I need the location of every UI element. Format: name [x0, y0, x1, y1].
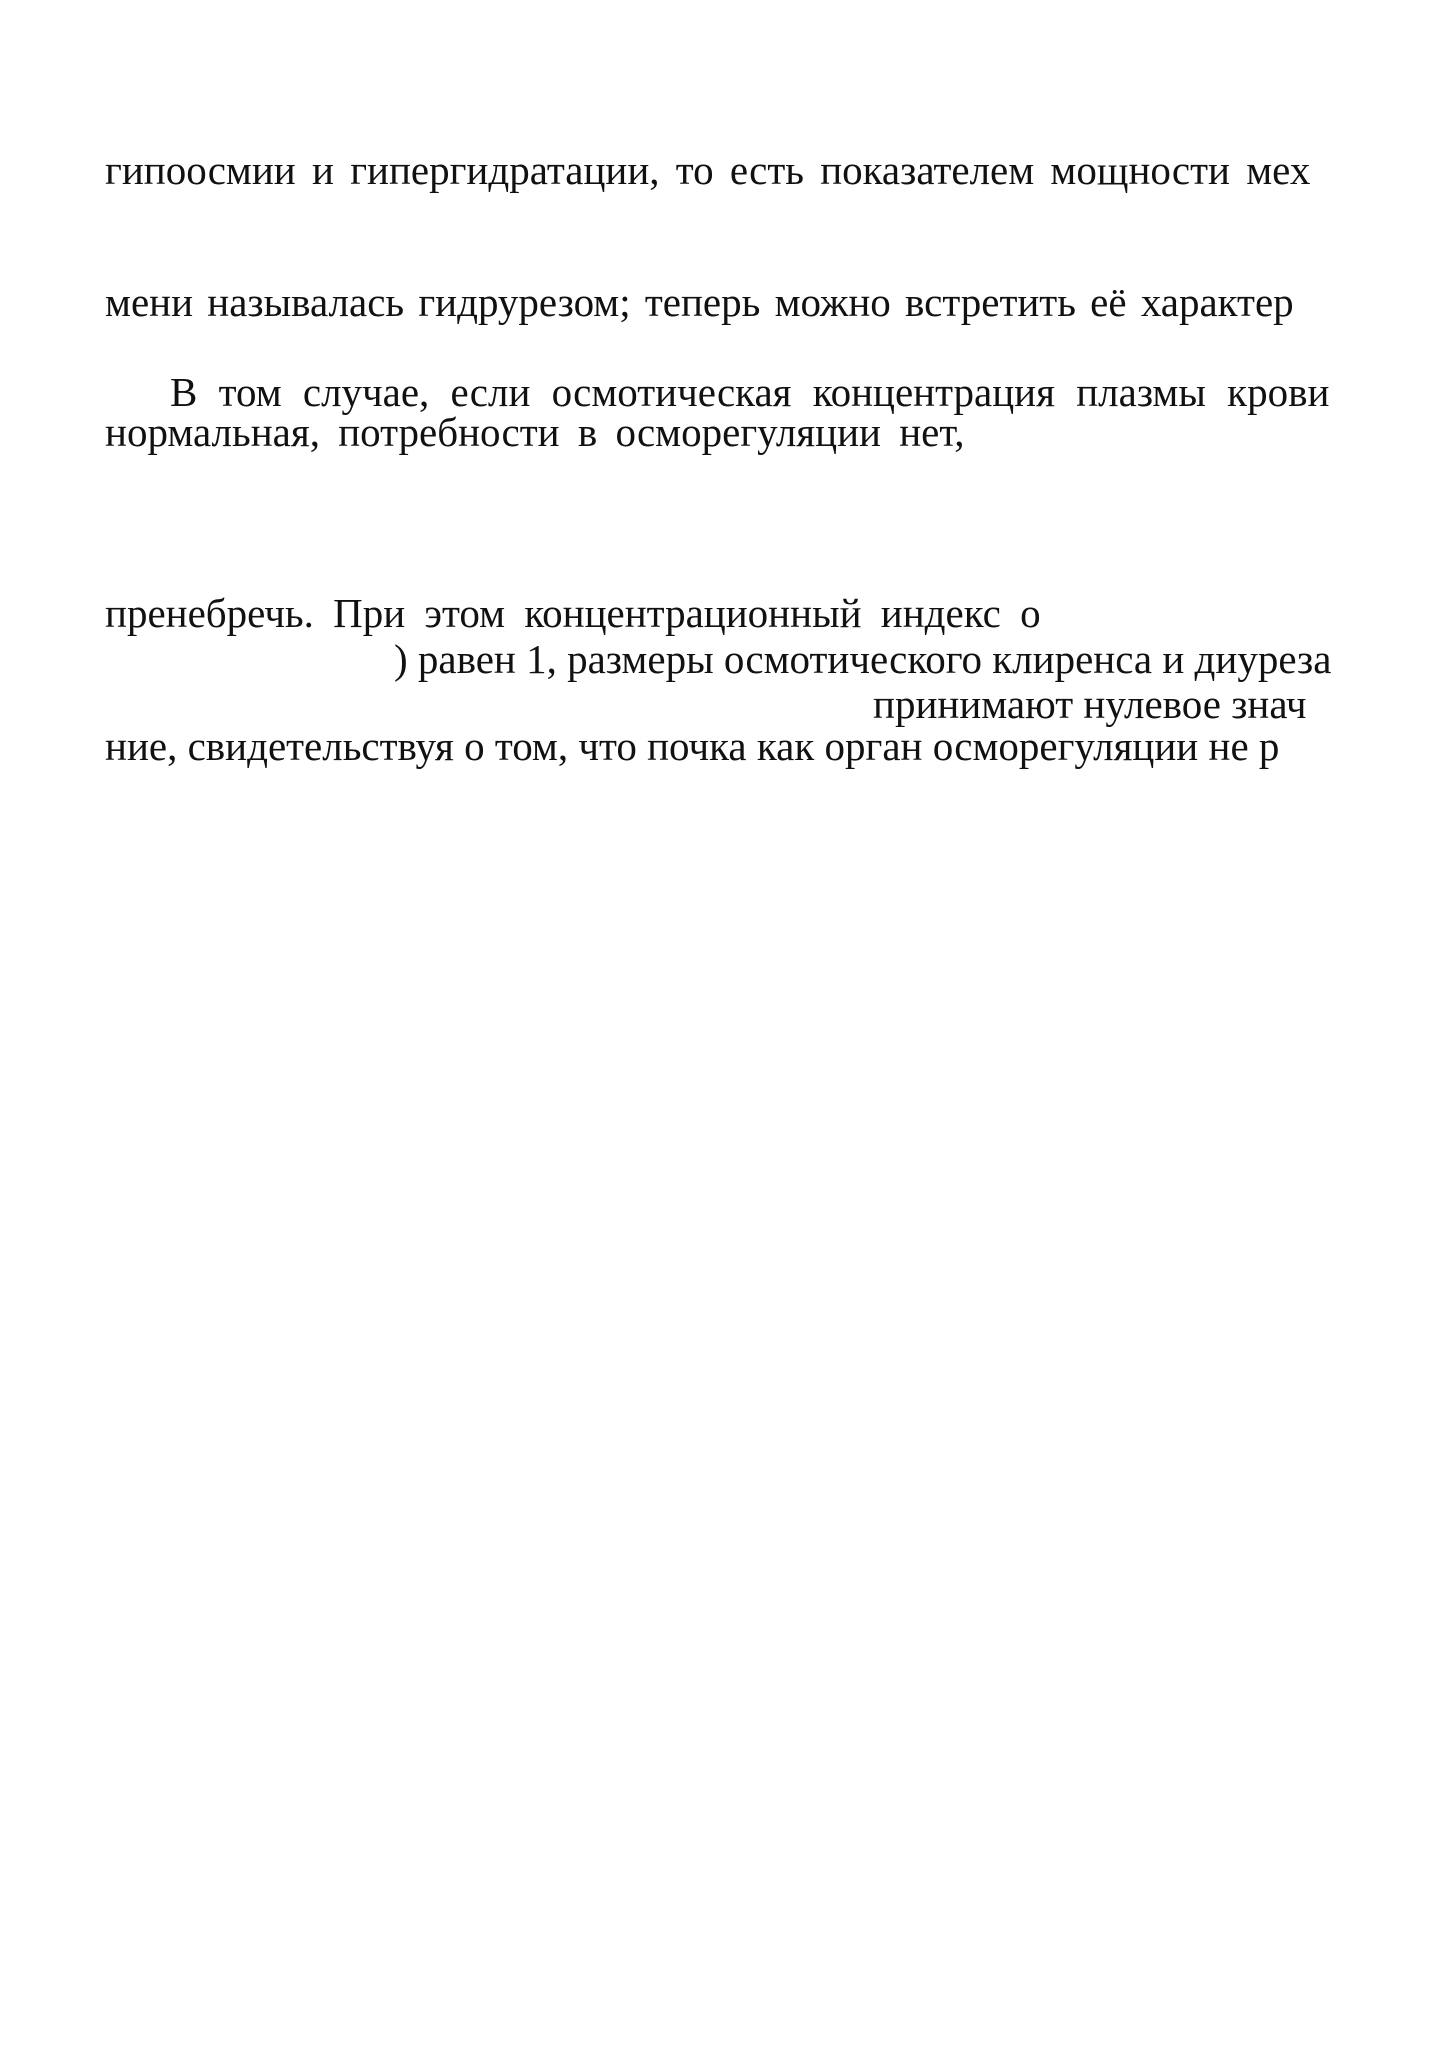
- text-line-6: ) равен 1, размеры осмотического клиренса и диуреза: [394, 636, 1332, 682]
- text-line-8: ние, свидетельствуя о том, что почка как орган осморегуляции не р: [105, 723, 1280, 769]
- text-line-3: В том случае, если осмотическая концентрация плазмы крови: [170, 369, 1330, 415]
- text-line-7: принимают нулевое знач: [873, 681, 1307, 727]
- text-line-5: пренебречь. При этом концентрационный индекс о: [105, 590, 1041, 636]
- text-line-4: нормальная, потребности в осморегуляции нет,: [105, 409, 965, 455]
- text-line-2: мени называлась гидрурезом; теперь можно встретить её характер: [105, 279, 1294, 325]
- text-line-1: гипоосмии и гипергидратации, то есть показателем мощности мех: [105, 147, 1311, 193]
